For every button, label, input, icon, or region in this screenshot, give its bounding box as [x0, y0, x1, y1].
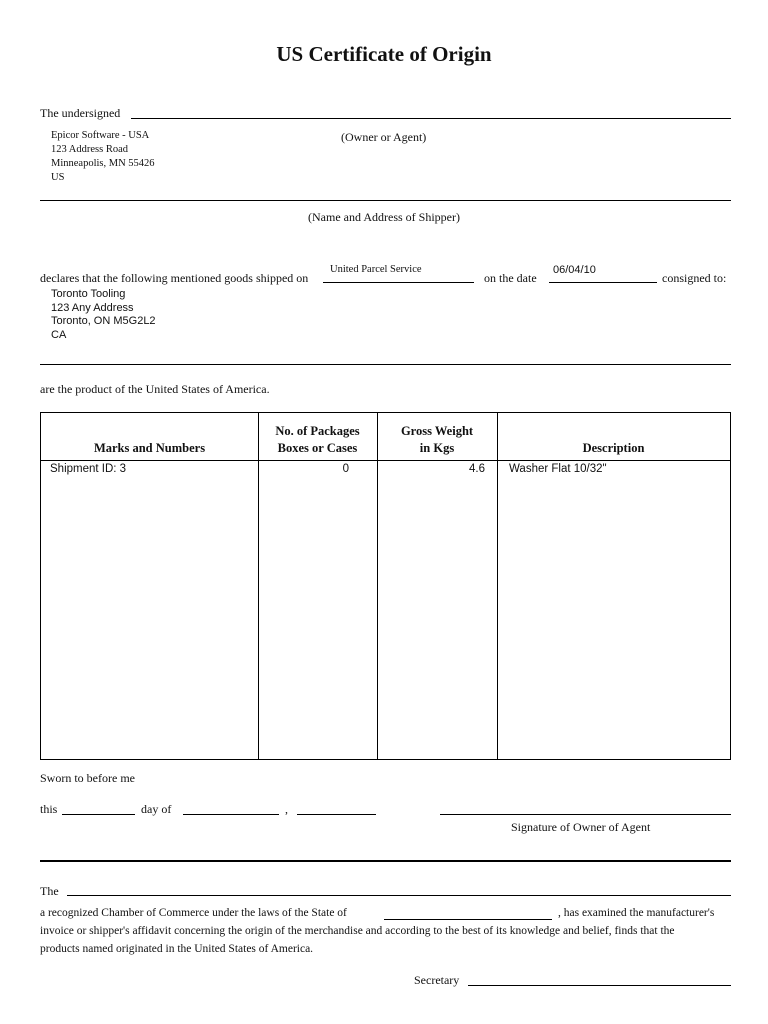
chamber-text: invoice or shipper's affidavit concerning the origin of the merchandise and according to the best of its knowledge and belief, finds that the: [40, 925, 675, 937]
header-marks: Marks and Numbers: [93, 441, 206, 455]
header-packages: [258, 423, 377, 457]
the-label: The: [40, 884, 59, 898]
shipper-caption: (Name and Address of Shipper): [308, 210, 460, 224]
section-divider: [40, 860, 731, 862]
carrier-value: United Parcel Service: [330, 264, 422, 275]
header-packages-line: Boxes or Cases: [277, 441, 358, 455]
owner-caption: (Owner or Agent): [341, 130, 427, 144]
cell-marks: Shipment ID: 3: [50, 463, 127, 475]
secretary-label: Secretary: [414, 973, 460, 987]
cell-packages: 0: [342, 463, 349, 475]
signature-caption: Signature of Owner of Agent: [511, 820, 651, 834]
owner-address: [51, 129, 155, 185]
product-statement: are the product of the United States of America.: [40, 382, 270, 396]
consigned-label: consigned to:: [662, 271, 727, 285]
goods-table: [40, 412, 731, 760]
owner-address-line: US: [51, 172, 65, 183]
divider: [40, 364, 731, 365]
chamber-text: a recognized Chamber of Commerce under the laws of the State of: [40, 907, 347, 919]
header-weight: [377, 423, 497, 457]
cell-description: Washer Flat 10/32": [509, 463, 607, 475]
undersigned-label: The undersigned: [40, 106, 121, 120]
state-field-line: [384, 919, 552, 920]
date-field-line: [549, 282, 657, 283]
carrier-field-line: [323, 282, 474, 283]
chamber-text: products named originated in the United States of America.: [40, 943, 314, 955]
month-field-line: [183, 814, 279, 815]
consignee-address: [51, 288, 156, 342]
day-field-line: [62, 814, 135, 815]
consignee-address-line: Toronto, ON M5G2L2: [51, 315, 156, 327]
cell-weight: 4.6: [469, 463, 485, 475]
page-title: US Certificate of Origin: [276, 42, 492, 66]
comma: ,: [285, 802, 288, 816]
consignee-address-line: 123 Any Address: [51, 301, 134, 314]
consignee-address-line: CA: [51, 328, 67, 341]
this-label: this: [40, 802, 58, 816]
owner-address-line: Epicor Software - USA: [51, 130, 150, 141]
header-weight-line: in Kgs: [419, 441, 455, 455]
on-date-label: on the date: [484, 271, 537, 285]
owner-address-line: Minneapolis, MN 55426: [51, 158, 155, 169]
owner-address-line: 123 Address Road: [51, 144, 128, 155]
header-divider: [41, 460, 730, 461]
undersigned-field-line: [131, 118, 731, 119]
divider: [40, 200, 731, 201]
chamber-text: , has examined the manufacturer's: [558, 907, 715, 919]
consignee-address-line: Toronto Tooling: [51, 288, 126, 300]
chamber-name-line: [67, 895, 731, 896]
secretary-signature-line: [468, 985, 731, 986]
declares-text: declares that the following mentioned goods shipped on: [40, 271, 309, 285]
column-divider: [497, 413, 498, 759]
day-of-label: day of: [141, 802, 172, 816]
signature-line: [440, 814, 731, 815]
ship-date-value: 06/04/10: [553, 264, 596, 276]
sworn-label: Sworn to before me: [40, 771, 135, 785]
header-description: Description: [582, 441, 645, 455]
year-field-line: [297, 814, 376, 815]
header-weight-line: Gross Weight: [400, 424, 474, 438]
header-packages-line: No. of Packages: [275, 424, 360, 438]
